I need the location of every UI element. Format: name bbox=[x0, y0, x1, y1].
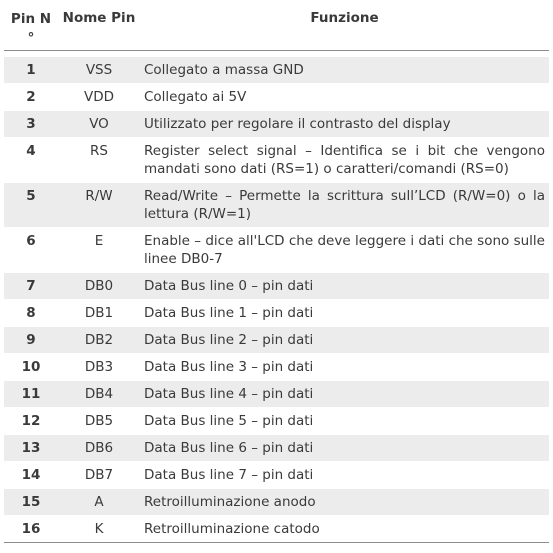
pin-name-cell: DB7 bbox=[58, 461, 140, 488]
function-cell: Data Bus line 4 – pin dati bbox=[140, 380, 549, 407]
pin-number-cell: 6 bbox=[4, 227, 58, 272]
pin-number-cell: 4 bbox=[4, 137, 58, 182]
table-row bbox=[4, 326, 549, 353]
table-header bbox=[4, 4, 549, 50]
function-cell: Data Bus line 0 – pin dati bbox=[140, 272, 549, 299]
pin-name-cell: R/W bbox=[58, 182, 140, 227]
table-row bbox=[4, 57, 549, 84]
table-row bbox=[4, 110, 549, 137]
header-function: Funzione bbox=[140, 4, 549, 50]
table-row bbox=[4, 488, 549, 515]
function-cell: Collegato a massa GND bbox=[140, 57, 549, 84]
pin-number-cell: 10 bbox=[4, 353, 58, 380]
pin-number-cell: 12 bbox=[4, 407, 58, 434]
pin-number-cell: 1 bbox=[4, 57, 58, 84]
table-row bbox=[4, 272, 549, 299]
function-cell: Data Bus line 6 – pin dati bbox=[140, 434, 549, 461]
lcd-pin-table bbox=[4, 4, 549, 543]
pin-name-cell: DB3 bbox=[58, 353, 140, 380]
pin-name-cell: DB6 bbox=[58, 434, 140, 461]
function-cell: Data Bus line 7 – pin dati bbox=[140, 461, 549, 488]
pin-name-cell: A bbox=[58, 488, 140, 515]
header-row bbox=[4, 4, 549, 50]
pin-table-container bbox=[4, 4, 549, 543]
pin-name-cell: DB1 bbox=[58, 299, 140, 326]
table-row bbox=[4, 353, 549, 380]
pin-number-cell: 2 bbox=[4, 83, 58, 110]
function-cell: Utilizzato per regolare il contrasto del display bbox=[140, 110, 549, 137]
function-cell: Retroilluminazione catodo bbox=[140, 515, 549, 542]
table-row bbox=[4, 83, 549, 110]
table-row bbox=[4, 380, 549, 407]
function-cell: Register select signal – Identifica se i bit che vengono mandati sono dati (RS=1) o caratteri/comandi (RS=0) bbox=[140, 137, 549, 182]
table-body bbox=[4, 50, 549, 542]
pin-name-cell: E bbox=[58, 227, 140, 272]
function-cell: Data Bus line 1 – pin dati bbox=[140, 299, 549, 326]
function-cell: Read/Write – Permette la scrittura sull’LCD (R/W=0) o la lettura (R/W=1) bbox=[140, 182, 549, 227]
pin-number-cell: 11 bbox=[4, 380, 58, 407]
pin-number-cell: 5 bbox=[4, 182, 58, 227]
table-row bbox=[4, 407, 549, 434]
table-row bbox=[4, 461, 549, 488]
pin-number-cell: 7 bbox=[4, 272, 58, 299]
function-cell: Enable – dice all'LCD che deve leggere i dati che sono sulle linee DB0-7 bbox=[140, 227, 549, 272]
pin-name-cell: DB4 bbox=[58, 380, 140, 407]
pin-name-cell: VO bbox=[58, 110, 140, 137]
pin-number-cell: 15 bbox=[4, 488, 58, 515]
header-pin-number-line2: ° bbox=[27, 30, 35, 46]
pin-name-cell: RS bbox=[58, 137, 140, 182]
pin-name-cell: DB5 bbox=[58, 407, 140, 434]
table-row bbox=[4, 182, 549, 227]
pin-number-cell: 8 bbox=[4, 299, 58, 326]
pin-name-cell: VSS bbox=[58, 57, 140, 84]
pin-number-cell: 13 bbox=[4, 434, 58, 461]
table-row bbox=[4, 299, 549, 326]
table-row bbox=[4, 137, 549, 182]
function-cell: Data Bus line 2 – pin dati bbox=[140, 326, 549, 353]
pin-name-cell: DB0 bbox=[58, 272, 140, 299]
pin-name-cell: VDD bbox=[58, 83, 140, 110]
header-pin-name: Nome Pin bbox=[58, 4, 140, 50]
function-cell: Retroilluminazione anodo bbox=[140, 488, 549, 515]
function-cell: Collegato ai 5V bbox=[140, 83, 549, 110]
header-pin-number bbox=[4, 4, 58, 50]
pin-name-cell: K bbox=[58, 515, 140, 542]
table-row bbox=[4, 434, 549, 461]
table-row bbox=[4, 227, 549, 272]
function-cell: Data Bus line 3 – pin dati bbox=[140, 353, 549, 380]
table-row bbox=[4, 515, 549, 542]
pin-number-cell: 14 bbox=[4, 461, 58, 488]
pin-number-cell: 9 bbox=[4, 326, 58, 353]
function-cell: Data Bus line 5 – pin dati bbox=[140, 407, 549, 434]
pin-number-cell: 3 bbox=[4, 110, 58, 137]
header-pin-number-line1: Pin N bbox=[10, 11, 52, 27]
pin-number-cell: 16 bbox=[4, 515, 58, 542]
pin-name-cell: DB2 bbox=[58, 326, 140, 353]
